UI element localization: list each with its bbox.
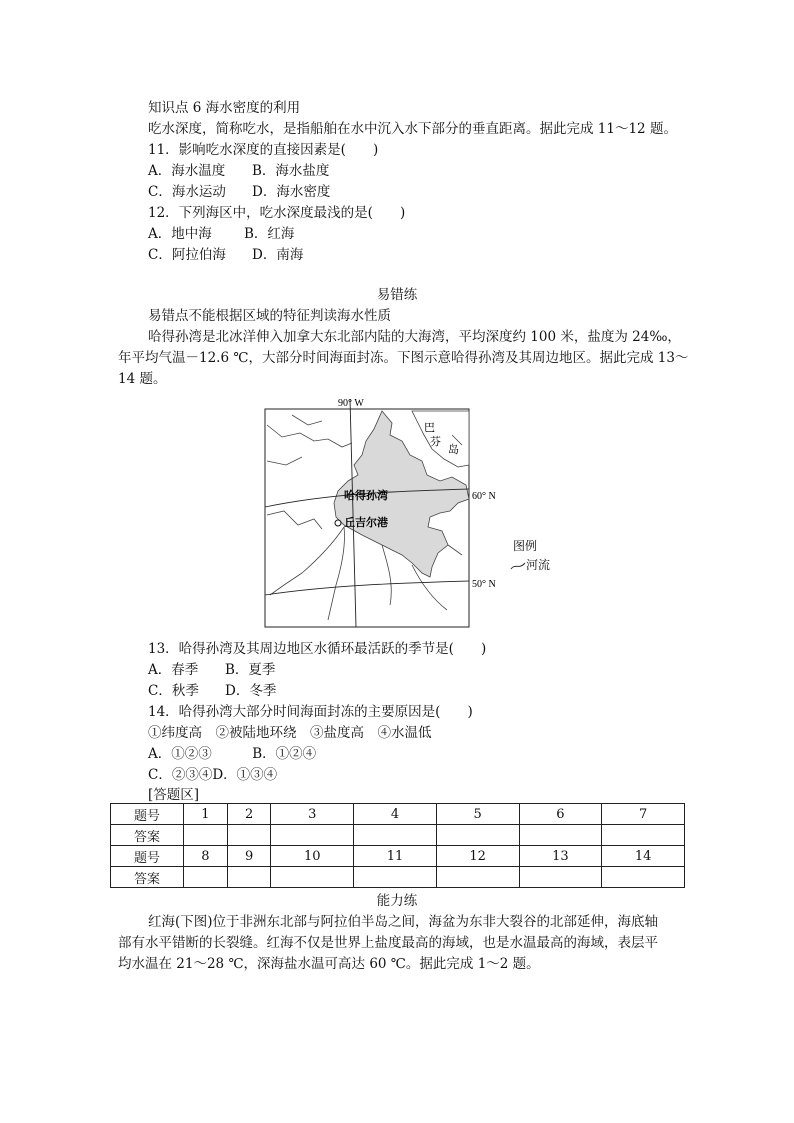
q14-options-ab: A．①②③ B．①②④ <box>148 746 317 762</box>
question-number-cell: 11 <box>354 846 437 867</box>
section-subheading: 易错点不能根据区域的特征判读海水性质 <box>148 308 391 324</box>
answer-area-label: [答题区] <box>148 787 200 803</box>
question-number-cell: 8 <box>184 846 228 867</box>
question-number-cell: 5 <box>436 804 519 825</box>
section-title: 知识点 6 海水密度的利用 <box>148 100 301 116</box>
table-row <box>111 846 685 867</box>
river-legend-icon <box>510 561 526 571</box>
answer-cell[interactable] <box>354 867 437 888</box>
q11-option-a: A．海水温度 <box>148 163 226 179</box>
section-heading-error-practice: 易错练 <box>376 287 418 303</box>
hudson-bay-label: 哈得孙湾 <box>344 490 388 502</box>
question-number-cell: 14 <box>602 846 685 867</box>
answer-cell[interactable] <box>519 867 602 888</box>
answer-cell[interactable] <box>184 825 228 846</box>
table-row <box>111 867 685 888</box>
question-number-cell: 10 <box>271 846 354 867</box>
question-number-cell: 13 <box>519 846 602 867</box>
paragraph-line-1: 哈得孙湾是北冰洋伸入加拿大东北部内陆的大海湾，平均深度约 100 米，盐度为 24‰， <box>148 329 681 345</box>
answer-cell[interactable] <box>354 825 437 846</box>
answer-cell[interactable] <box>519 825 602 846</box>
legend-river-item <box>510 556 550 573</box>
q13-option-d: D．冬季 <box>225 683 277 699</box>
q11-option-c: C．海水运动 <box>148 184 226 200</box>
q13-option-b: B．夏季 <box>225 662 276 678</box>
baffin-label-2: 芬 <box>430 436 441 448</box>
paragraph-red-sea-3: 均水温在 21～28 ℃，深海盐水温可高达 60 ℃。据此完成 1～2 题。 <box>118 956 540 972</box>
q11-option-b: B．海水盐度 <box>252 163 330 179</box>
question-11-stem: 11．影响吃水深度的直接因素是( ) <box>148 142 379 158</box>
question-number-cell: 7 <box>602 804 685 825</box>
answer-cell[interactable] <box>227 825 271 846</box>
answer-cell[interactable] <box>184 867 228 888</box>
paragraph-red-sea-1: 红海(下图)位于非洲东北部与阿拉伯半岛之间，海盆为东非大裂谷的北部延伸，海底轴 <box>148 914 659 930</box>
q12-option-a: A．地中海 <box>148 226 212 242</box>
baffin-label-1: 巴 <box>424 422 435 434</box>
table-row <box>111 804 685 825</box>
q12-option-c: C．阿拉伯海 <box>148 247 226 263</box>
baffin-label-3: 岛 <box>448 444 459 456</box>
legend-river-label: 河流 <box>526 558 551 572</box>
row-header-number: 题号 <box>111 804 184 825</box>
q12-option-b: B．红海 <box>244 226 295 242</box>
question-number-cell: 4 <box>354 804 437 825</box>
q14-options-cd: C．②③④D．①③④ <box>148 767 278 783</box>
answer-cell[interactable] <box>271 825 354 846</box>
q14-statements: ①纬度高 ②被陆地环绕 ③盐度高 ④水温低 <box>148 725 432 741</box>
paragraph-line-3: 14 题。 <box>118 371 167 387</box>
q13-option-a: A．春季 <box>148 662 199 678</box>
answer-cell[interactable] <box>436 867 519 888</box>
churchill-port-label: 丘吉尔港 <box>344 517 388 529</box>
lat-60-label: 60° N <box>472 491 496 502</box>
question-14-stem: 14．哈得孙湾大部分时间海面封冻的主要原因是( ) <box>148 704 473 720</box>
question-number-cell: 2 <box>227 804 271 825</box>
section-heading-ability-practice: 能力练 <box>376 893 418 909</box>
q12-option-d: D．南海 <box>252 247 304 263</box>
hudson-bay-map <box>262 395 502 630</box>
legend-title: 图例 <box>513 539 538 553</box>
question-13-stem: 13．哈得孙湾及其周边地区水循环最活跃的季节是( ) <box>148 641 487 657</box>
row-header-number: 题号 <box>111 846 184 867</box>
churchill-port-marker <box>335 520 341 526</box>
question-number-cell: 6 <box>519 804 602 825</box>
question-12-stem: 12．下列海区中，吃水深度最浅的是( ) <box>148 205 406 221</box>
answer-cell[interactable] <box>602 825 685 846</box>
paragraph-red-sea-2: 部有水平错断的长裂缝。红海不仅是世界上盐度最高的海域，也是水温最高的海域，表层平 <box>118 935 658 951</box>
question-number-cell: 3 <box>271 804 354 825</box>
section-intro: 吃水深度，简称吃水，是指船舶在水中沉入水下部分的垂直距离。据此完成 11～12 题。 <box>148 121 677 137</box>
lat-50-label: 50° N <box>472 579 496 590</box>
answer-table <box>110 803 685 888</box>
answer-cell[interactable] <box>436 825 519 846</box>
row-header-answer: 答案 <box>111 867 184 888</box>
question-number-cell: 12 <box>436 846 519 867</box>
question-number-cell: 1 <box>184 804 228 825</box>
q11-option-d: D．海水密度 <box>252 184 331 200</box>
answer-cell[interactable] <box>602 867 685 888</box>
row-header-answer: 答案 <box>111 825 184 846</box>
q13-option-c: C．秋季 <box>148 683 199 699</box>
answer-cell[interactable] <box>271 867 354 888</box>
lon-90w-label: 90° W <box>338 398 364 409</box>
paragraph-line-2: 年平均气温－12.6 ℃，大部分时间海面封冻。下图示意哈得孙湾及其周边地区。据此完成 13～ <box>118 350 689 366</box>
answer-cell[interactable] <box>227 867 271 888</box>
question-number-cell: 9 <box>227 846 271 867</box>
table-row <box>111 825 685 846</box>
